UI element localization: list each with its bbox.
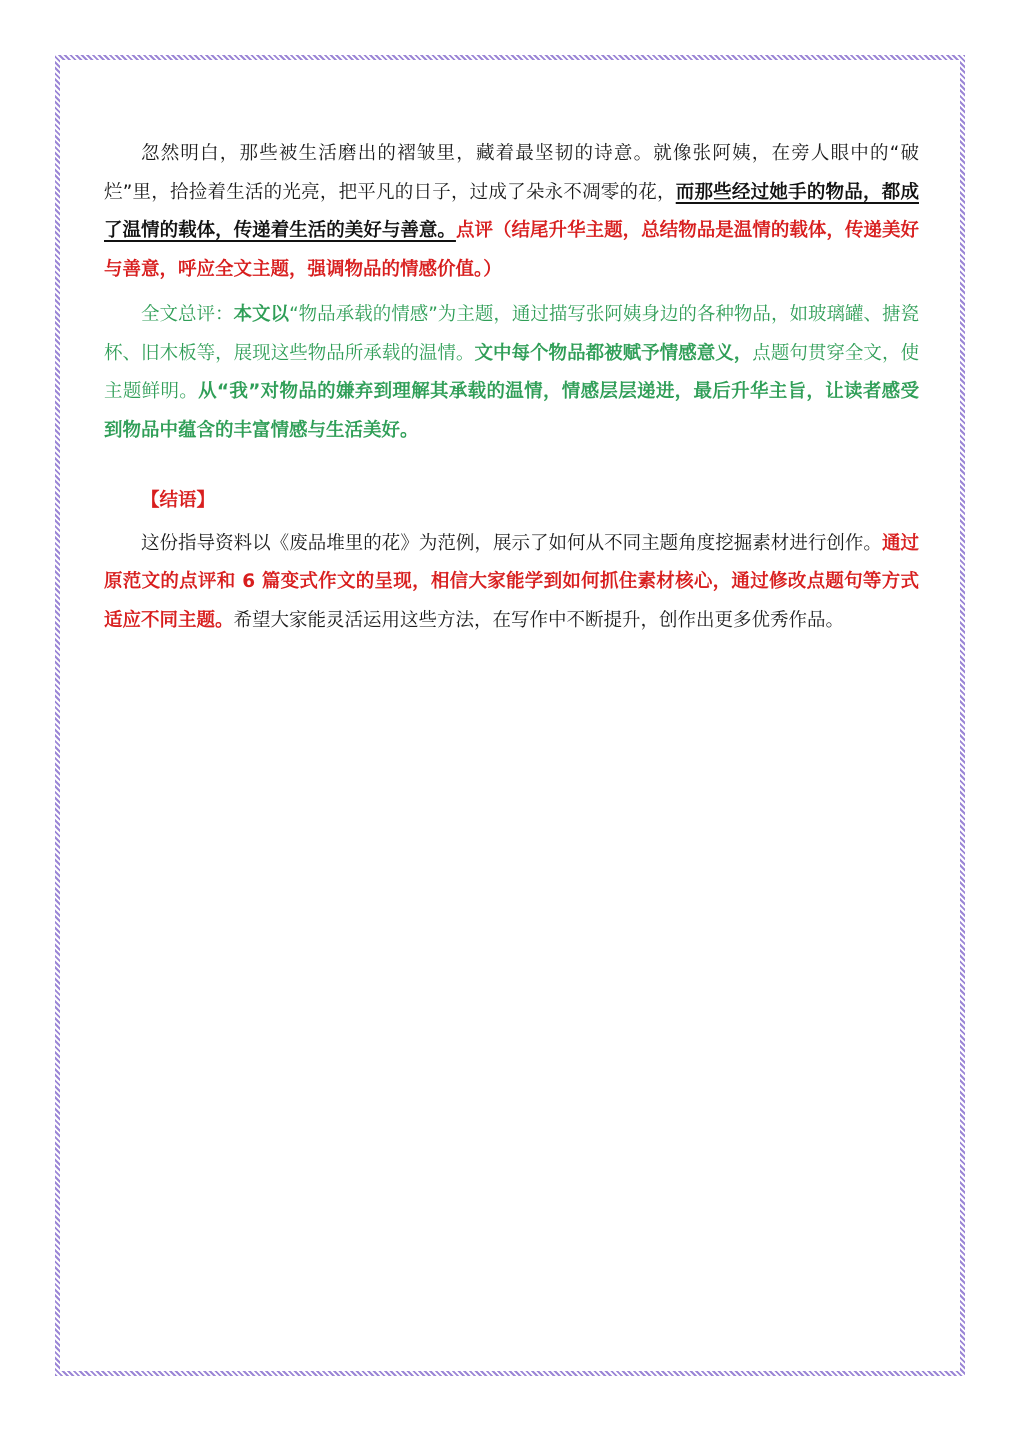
review-part-1: 本文以 (233, 304, 290, 325)
review-lead: 全文总评： (141, 304, 234, 325)
review-part-3: 文中每个物品都被赋予情感意义， (474, 342, 753, 364)
overall-review (104, 296, 919, 450)
ending-comment: 点评（结尾升华主题，总结物品是温情的载体，传递美好与善意，呼应全文主题，强调物品的情感价值。） (104, 220, 919, 280)
ending-text: 忽然明白，那些被生活磨出的褶皱里，藏着最坚韧的诗意。就像张阿姨，在旁人眼中的“破烂”里，拾捡着生活的光亮，把平凡的日子，过成了朵永不凋零的花， (104, 143, 919, 203)
review-part-2: “物品承载的情感”为主题，通过描写张阿姨身边的各种物品，如玻璃罐、搪瓷杯、旧木板等，展现这些物品所承载的温情。 (104, 304, 919, 364)
conclusion-emphasis: 通过原范文的点评和 6 篇变式作文的呈现，相信大家能学到如何抓住素材核心，通过修改点题句等方式适应不同主题。 (104, 532, 919, 631)
conclusion-text-1: 这份指导资料以《废品堆里的花》为范例，展示了如何从不同主题角度挖掘素材进行创作。 (141, 532, 882, 554)
review-part-5: 从“我”对物品的嫌弃到理解其承载的温情，情感层层递进，最后升华主旨，让读者感受到物品中蕴含的丰富情感与生活美好。 (104, 381, 919, 441)
document-body (104, 135, 919, 640)
ending-key-sentence: 而那些经过她手的物品，都成了温情的载体，传递着生活的美好与善意。 (104, 181, 919, 241)
conclusion-paragraph (104, 525, 919, 641)
conclusion-text-2: 希望大家能灵活运用这些方法，在写作中不断提升，创作出更多优秀作品。 (233, 609, 845, 631)
review-part-4: 点题句贯穿全文，使主题鲜明。 (104, 342, 919, 402)
paragraph-ending (104, 135, 919, 289)
conclusion-heading: 【结语】 (141, 490, 216, 511)
